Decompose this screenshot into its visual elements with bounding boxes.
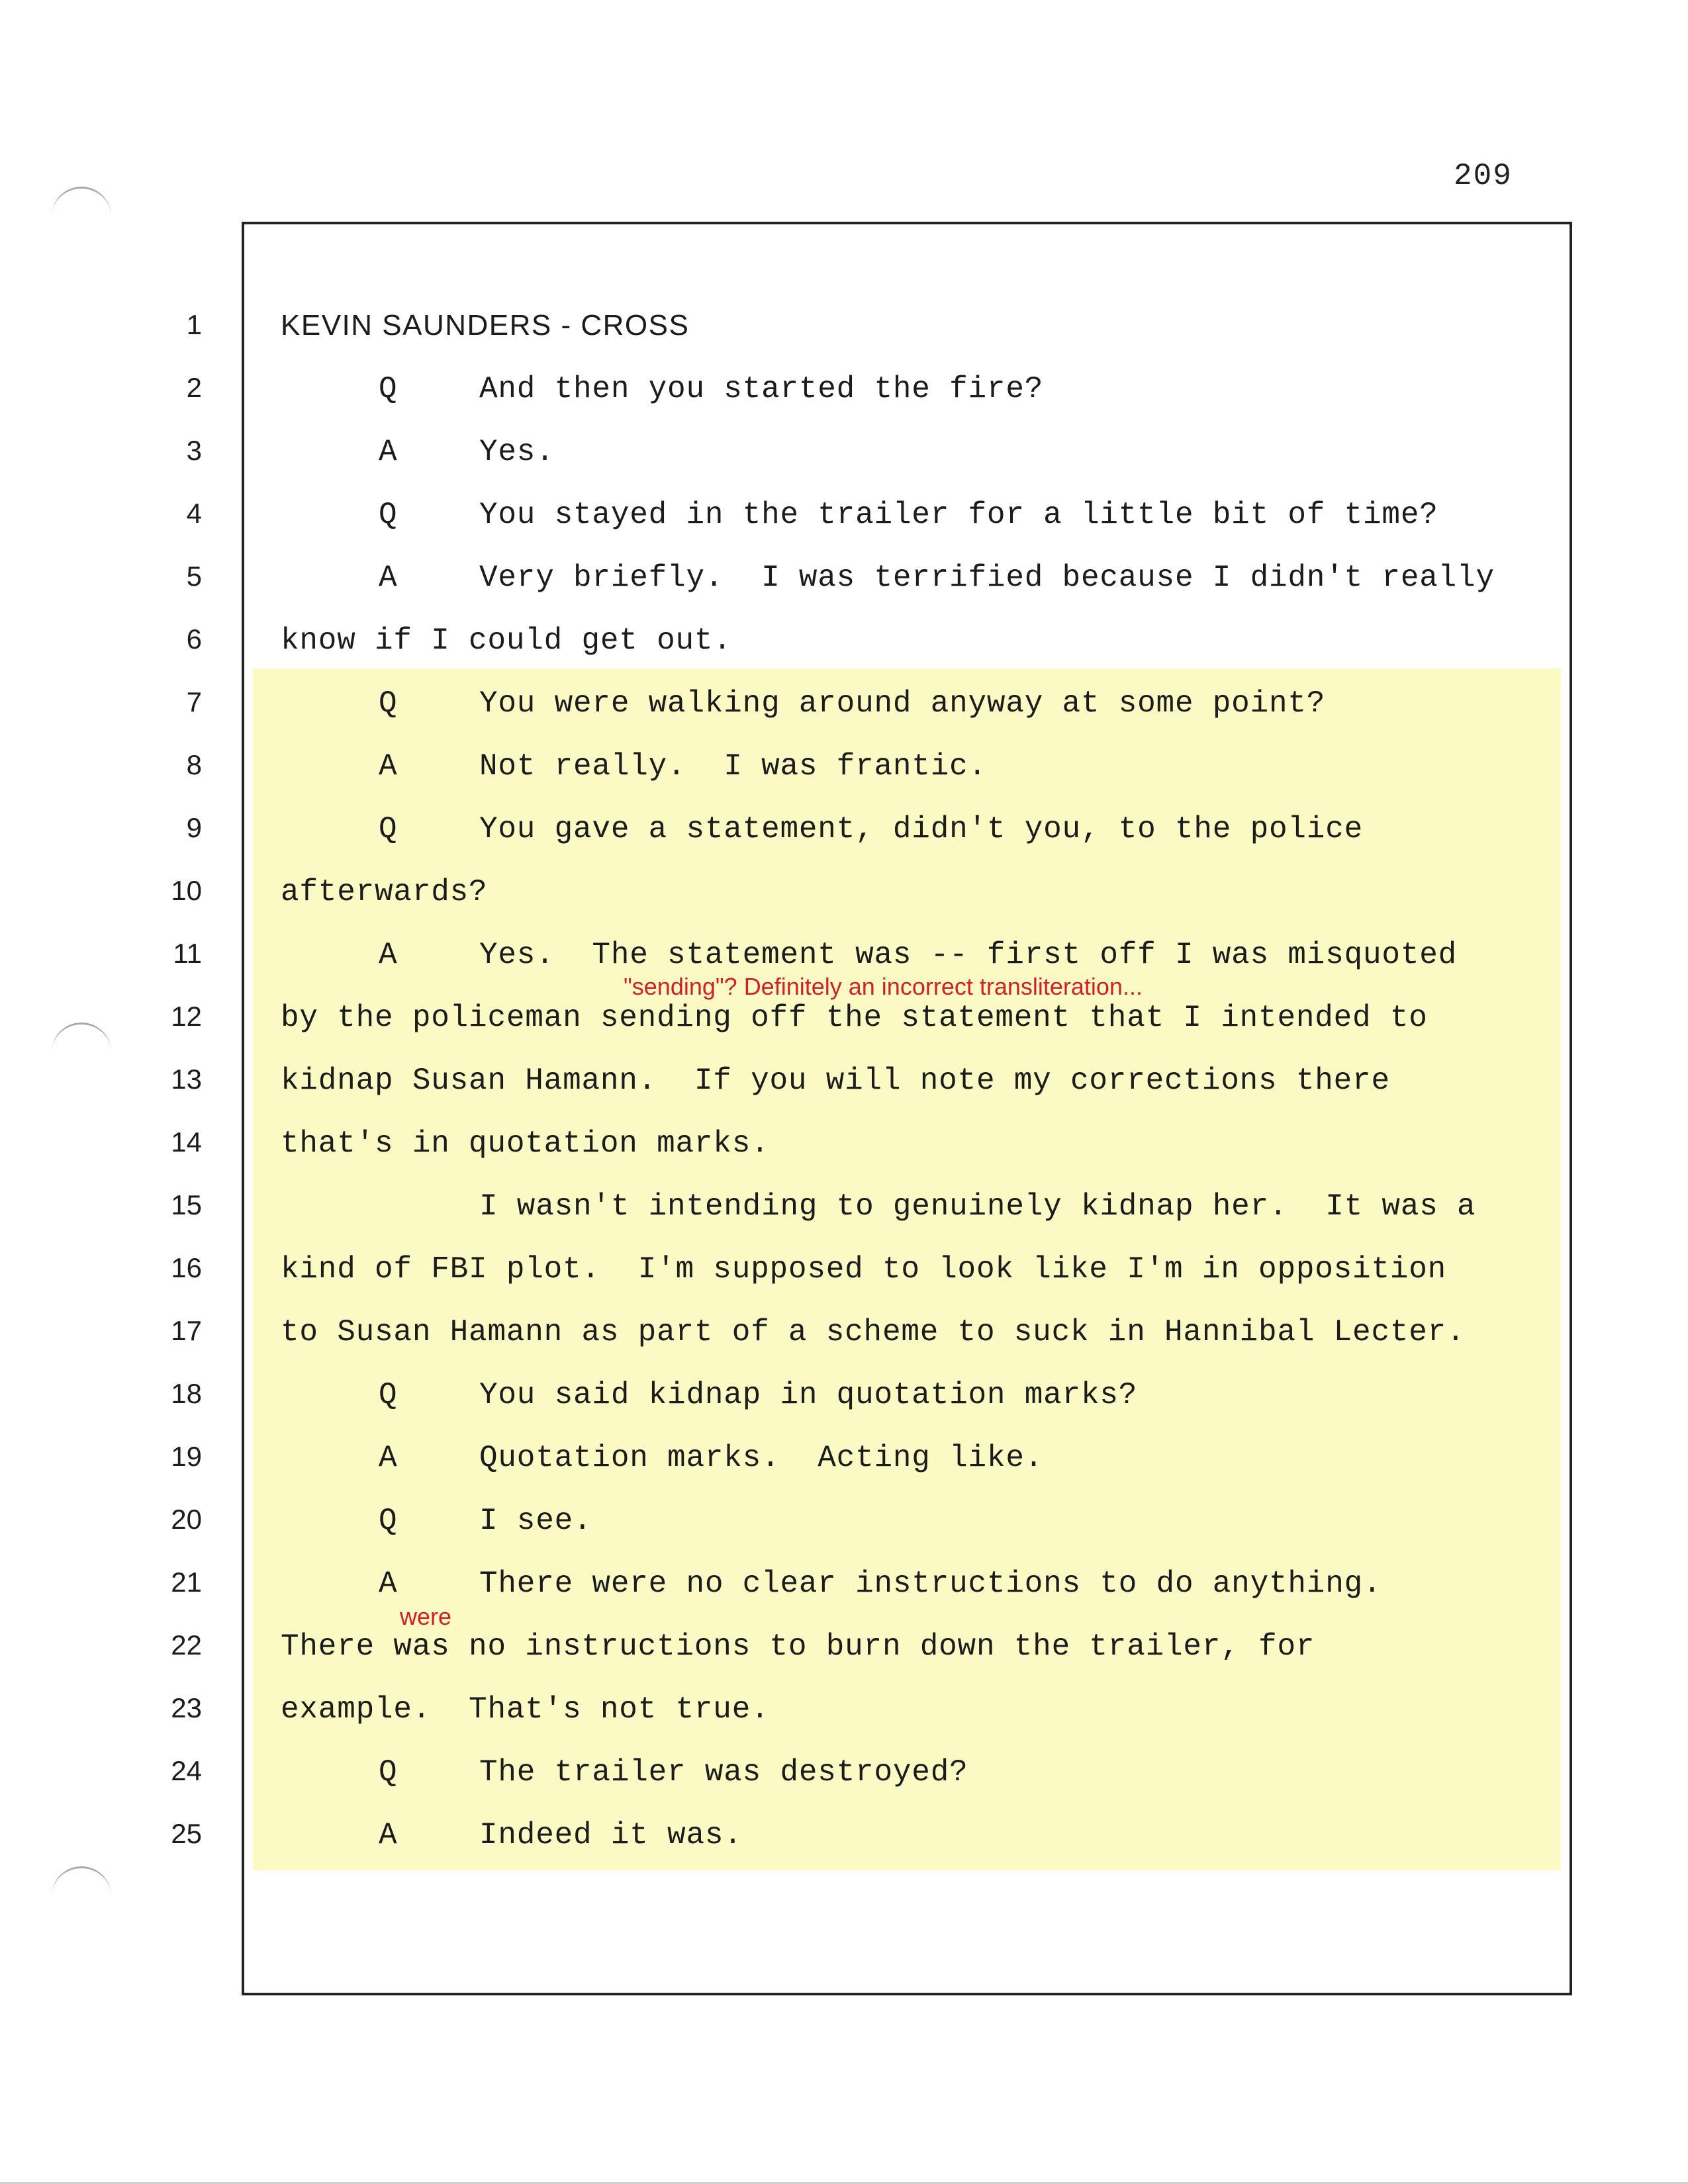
transcript-line: that's in quotation marks. [281,1126,770,1161]
line-number: 7 [186,686,202,717]
transcript-line: Indeed it was. [479,1818,743,1852]
speaker-label: A [379,561,398,595]
speaker-label: Q [379,372,398,406]
speaker-label: A [379,749,398,784]
transcript-line: kidnap Susan Hamann. If you will note my corrections there [281,1064,1390,1098]
line-number: 9 [186,812,202,843]
line-number: 6 [186,623,202,655]
transcript-line: to Susan Hamann as part of a scheme to suck in Hannibal Lecter. [281,1315,1466,1349]
line-number: 20 [171,1504,202,1535]
speaker-label: A [379,1818,398,1852]
line-number: 25 [171,1818,202,1849]
transcript-line: know if I could get out. [281,623,732,658]
speaker-label: Q [379,1378,398,1412]
transcript-line: kind of FBI plot. I'm supposed to look like I'm in opposition [281,1252,1447,1287]
line-number: 21 [171,1567,202,1598]
line-number: 16 [171,1252,202,1283]
speaker-label: A [379,938,398,972]
speaker-label: Q [379,1504,398,1538]
transcript-line: Quotation marks. Acting like. [479,1441,1044,1475]
line-number: 2 [186,372,202,403]
correction-note: were [400,1603,452,1630]
line-number: 8 [186,749,202,780]
speaker-label: Q [379,812,398,846]
speaker-label: A [379,1441,398,1475]
transcript-line: You stayed in the trailer for a little bit of time? [479,498,1438,532]
transcript-line: You gave a statement, didn't you, to the police [479,812,1364,846]
transcript-line: by the policeman sending off the statement that I intended to [281,1001,1428,1035]
transcript-line: There were no clear instructions to do anything. [479,1567,1382,1601]
transcript-line: afterwards? [281,875,488,909]
transcript-line: Very briefly. I was terrified because I didn't really [479,561,1495,595]
line-number: 3 [186,435,202,466]
transcript-line: You were walking around anyway at some point? [479,686,1326,721]
line-number: 14 [171,1126,202,1158]
transcript-line: And then you started the fire? [479,372,1044,406]
transcript-line: I wasn't intending to genuinely kidnap her. It was a [479,1189,1476,1224]
line-number: 12 [171,1001,202,1032]
speaker-label: Q [379,686,398,721]
line-number: 4 [186,498,202,529]
page-number: 209 [1454,159,1513,193]
annotation-note: "sending"? Definitely an incorrect transliteration... [624,973,1143,1000]
transcript-line: You said kidnap in quotation marks? [479,1378,1138,1412]
line-number: 5 [186,561,202,592]
speaker-label: A [379,1567,398,1601]
transcript-line: The trailer was destroyed? [479,1755,968,1790]
transcript-line: Not really. I was frantic. [479,749,987,784]
line-number: 15 [171,1189,202,1220]
speaker-label: Q [379,1755,398,1790]
line-number: 23 [171,1692,202,1723]
transcript-line: There was no instructions to burn down the trailer, for [281,1629,1315,1664]
line-number: 17 [171,1315,202,1346]
section-header: KEVIN SAUNDERS - CROSS [281,309,690,341]
line-number: 19 [171,1441,202,1472]
line-number: 1 [186,309,202,340]
transcript-line: example. That's not true. [281,1692,770,1727]
transcript-line: Yes. [479,435,555,469]
speaker-label: A [379,435,398,469]
transcript-line: I see. [479,1504,592,1538]
line-number: 11 [173,938,202,969]
line-number: 13 [171,1064,202,1095]
transcript-line: Yes. The statement was -- first off I was misquoted [479,938,1458,972]
line-number: 24 [171,1755,202,1786]
line-number: 22 [171,1629,202,1661]
speaker-label: Q [379,498,398,532]
line-number: 10 [171,875,202,906]
line-number: 18 [171,1378,202,1409]
